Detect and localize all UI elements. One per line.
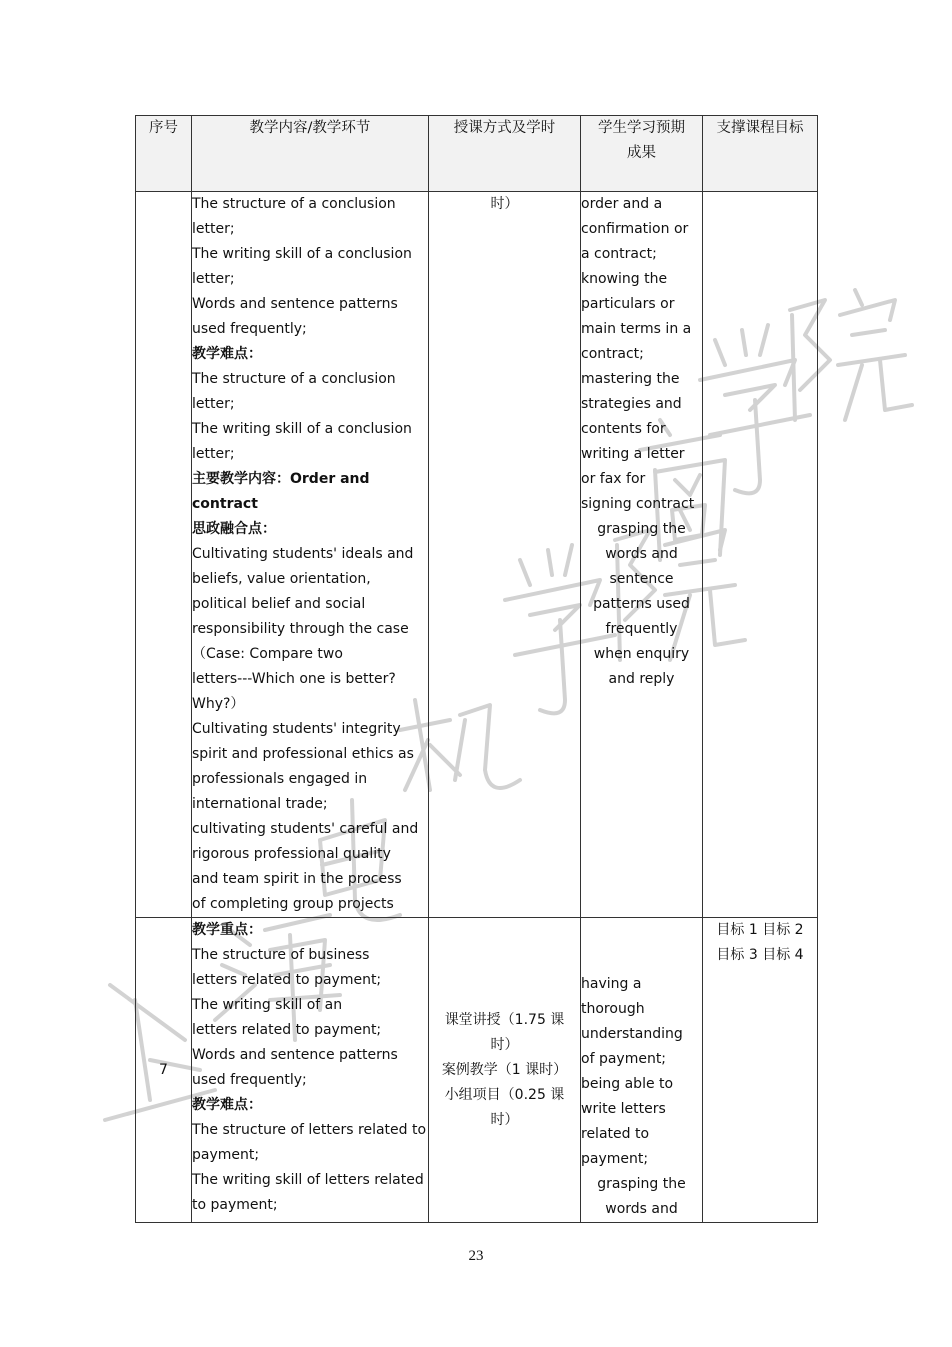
header-method: 授课方式及学时 [429, 116, 581, 192]
cell-line: frequently [605, 621, 678, 637]
cell-line: The structure of a conclusion [192, 371, 396, 387]
course-table [135, 115, 818, 1223]
cell-line: related to [581, 1126, 650, 1142]
cell-line: contract; [581, 346, 644, 362]
cell-line: being able to [581, 1076, 674, 1092]
cell-line: main terms in a [581, 321, 692, 337]
cell-line: The writing skill of a conclusion [192, 421, 412, 437]
cell-line: letter; [192, 446, 235, 462]
cell-line: letter; [192, 396, 235, 412]
cell-line: payment; [581, 1151, 649, 1167]
cell-line: Why?） [192, 696, 245, 712]
cell-line: 时） [490, 196, 519, 212]
cell-line: writing a letter [581, 446, 685, 462]
cell-line: when enquiry [593, 646, 690, 662]
cell-line: contents for [581, 421, 666, 437]
cell-line: letter; [192, 271, 235, 287]
cell-line: 小组项目（0.25 课 [444, 1086, 565, 1103]
table-row [136, 918, 818, 1223]
cell-line: （Case: Compare two [192, 646, 343, 662]
cell-line: cultivating students' careful and [192, 821, 419, 837]
cell-line: Cultivating students' ideals and [192, 546, 414, 562]
row-method [429, 918, 581, 1223]
cell-line: used frequently; [192, 321, 307, 337]
cell-line: of completing group projects [192, 896, 394, 912]
cell-line: 主要教学内容：Order and [192, 471, 370, 487]
cell-line: 目标 1 目标 2 [716, 922, 804, 938]
cell-line: professionals engaged in [192, 771, 368, 787]
cell-line: The writing skill of letters related [192, 1172, 424, 1188]
header-index: 序号 [136, 116, 192, 192]
cell-line: used frequently; [192, 1072, 307, 1088]
row-index: 7 [136, 918, 192, 1223]
cell-line: confirmation or [581, 221, 689, 237]
cell-line: 课堂讲授（1.75 课 [444, 1011, 565, 1028]
cell-line: 时） [490, 1111, 519, 1128]
cell-line: The writing skill of a conclusion [192, 246, 412, 262]
cell-line: a contract; [581, 246, 657, 262]
cell-line: knowing the [581, 271, 668, 287]
cell-line: patterns used [593, 596, 690, 612]
cell-line: political belief and social [192, 596, 366, 612]
cell-line: and reply [608, 671, 675, 687]
cell-line: Cultivating students' integrity [192, 721, 401, 737]
cell-line: grasping the [597, 521, 686, 537]
cell-line: contract [192, 496, 258, 512]
table-row [136, 192, 818, 918]
cell-line: of payment; [581, 1051, 667, 1067]
row-index [136, 192, 192, 918]
cell-line: rigorous professional quality [192, 846, 391, 862]
cell-line: strategies and [581, 396, 682, 412]
cell-line: international trade; [192, 796, 328, 812]
header-goals: 支撑课程目标 [703, 116, 818, 192]
cell-line: letters---Which one is better? [192, 671, 396, 687]
header-outcome: 学生学习预期成果 [581, 116, 703, 192]
cell-line: letters related to payment; [192, 972, 382, 988]
cell-line: order and a [581, 196, 663, 212]
cell-line: The structure of a conclusion [192, 196, 396, 212]
cell-line: or fax for [581, 471, 646, 487]
cell-line: Words and sentence patterns [192, 1047, 398, 1063]
cell-line: 目标 3 目标 4 [716, 947, 804, 963]
row-content [192, 918, 429, 1223]
cell-line: having a [581, 976, 642, 992]
row-method [429, 192, 581, 918]
cell-line: signing contract [581, 496, 695, 512]
cell-line: thorough [581, 1001, 645, 1017]
cell-line: to payment; [192, 1197, 278, 1213]
row-goals [703, 918, 818, 1223]
cell-line: payment; [192, 1147, 260, 1163]
cell-line: 教学重点： [192, 922, 262, 938]
table-header-row [136, 116, 818, 192]
cell-line: letters related to payment; [192, 1022, 382, 1038]
cell-line: The writing skill of an [192, 997, 343, 1013]
cell-line: and team spirit in the process [192, 871, 402, 887]
page-number: 23 [468, 1248, 484, 1264]
cell-line: letter; [192, 221, 235, 237]
cell-line: words and [605, 1201, 678, 1217]
cell-line: Words and sentence patterns [192, 296, 398, 312]
cell-line: 教学难点： [192, 1097, 262, 1113]
cell-line: spirit and professional ethics as [192, 746, 414, 762]
row-outcome [581, 192, 703, 918]
cell-line: 思政融合点： [192, 521, 276, 537]
cell-line: responsibility through the case [192, 621, 409, 637]
cell-line: The structure of business [192, 947, 370, 963]
cell-line: The structure of letters related to [192, 1122, 427, 1138]
cell-line: sentence [609, 571, 674, 587]
header-content: 教学内容/教学环节 [192, 116, 429, 192]
cell-line: 时） [490, 1036, 519, 1053]
row-content [192, 192, 429, 918]
cell-line: mastering the [581, 371, 680, 387]
cell-line: particulars or [581, 296, 675, 312]
cell-line: beliefs, value orientation, [192, 571, 371, 587]
row-outcome [581, 918, 703, 1223]
cell-line: 教学难点： [192, 346, 262, 362]
row-goals [703, 192, 818, 918]
cell-line: write letters [581, 1101, 666, 1117]
cell-line: 案例教学（1 课时） [441, 1061, 568, 1078]
cell-line: understanding [581, 1026, 683, 1042]
cell-line: words and [605, 546, 678, 562]
cell-line: grasping the [597, 1176, 686, 1192]
